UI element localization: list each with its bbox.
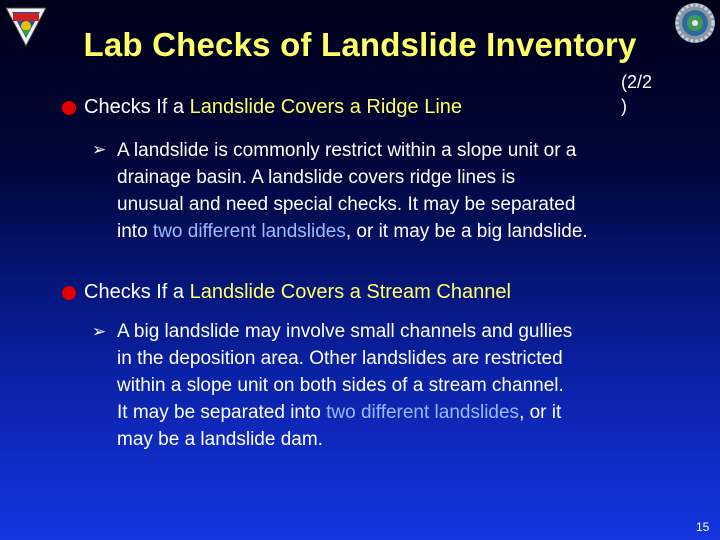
arrow-bullet-icon: ➢ [92,140,107,159]
text-line: within a slope unit on both sides of a stream channel. [117,375,564,396]
text-run: It may be separated into [117,402,327,423]
bullet-highlight: Landslide Covers a Stream Channel [189,281,511,303]
bullet-heading-stream-channel [84,281,511,304]
slide-title: Lab Checks of Landslide Inventory [83,26,637,63]
text-line: A landslide is commonly restrict within a slope unit or a [117,140,577,161]
text-run: into [117,221,153,242]
text-line [117,218,588,245]
text-line: unusual and need special checks. It may be separated [117,194,576,215]
highlighted-text: two different landslides [326,402,520,423]
red-circle-bullet-icon [62,101,76,115]
bullet-highlight: Landslide Covers a Ridge Line [189,96,463,118]
text-line: drainage basin. A landslide covers ridge lines is [117,167,516,188]
text-run: , or it [519,402,562,423]
sub-paragraph-stream-channel [117,318,572,453]
sub-paragraph-ridge-line [117,137,588,245]
page-number: 15 [696,520,710,534]
page-indicator: (2/2 ) [621,72,653,116]
bullet-prefix: Checks If a [84,281,190,303]
text-line: A big landslide may involve small channels and gullies [117,321,573,342]
text-line [117,399,572,426]
red-circle-bullet-icon [62,286,76,300]
bullet-heading-ridge-line [84,96,462,119]
arrow-bullet-icon: ➢ [92,322,107,341]
text-line: in the deposition area. Other landslides are restricted [117,348,563,369]
text-run: , or it may be a big landslide. [345,221,588,242]
bullet-prefix: Checks If a [84,96,190,118]
text-line: may be a landslide dam. [117,429,323,450]
highlighted-text: two different landslides [152,221,346,242]
